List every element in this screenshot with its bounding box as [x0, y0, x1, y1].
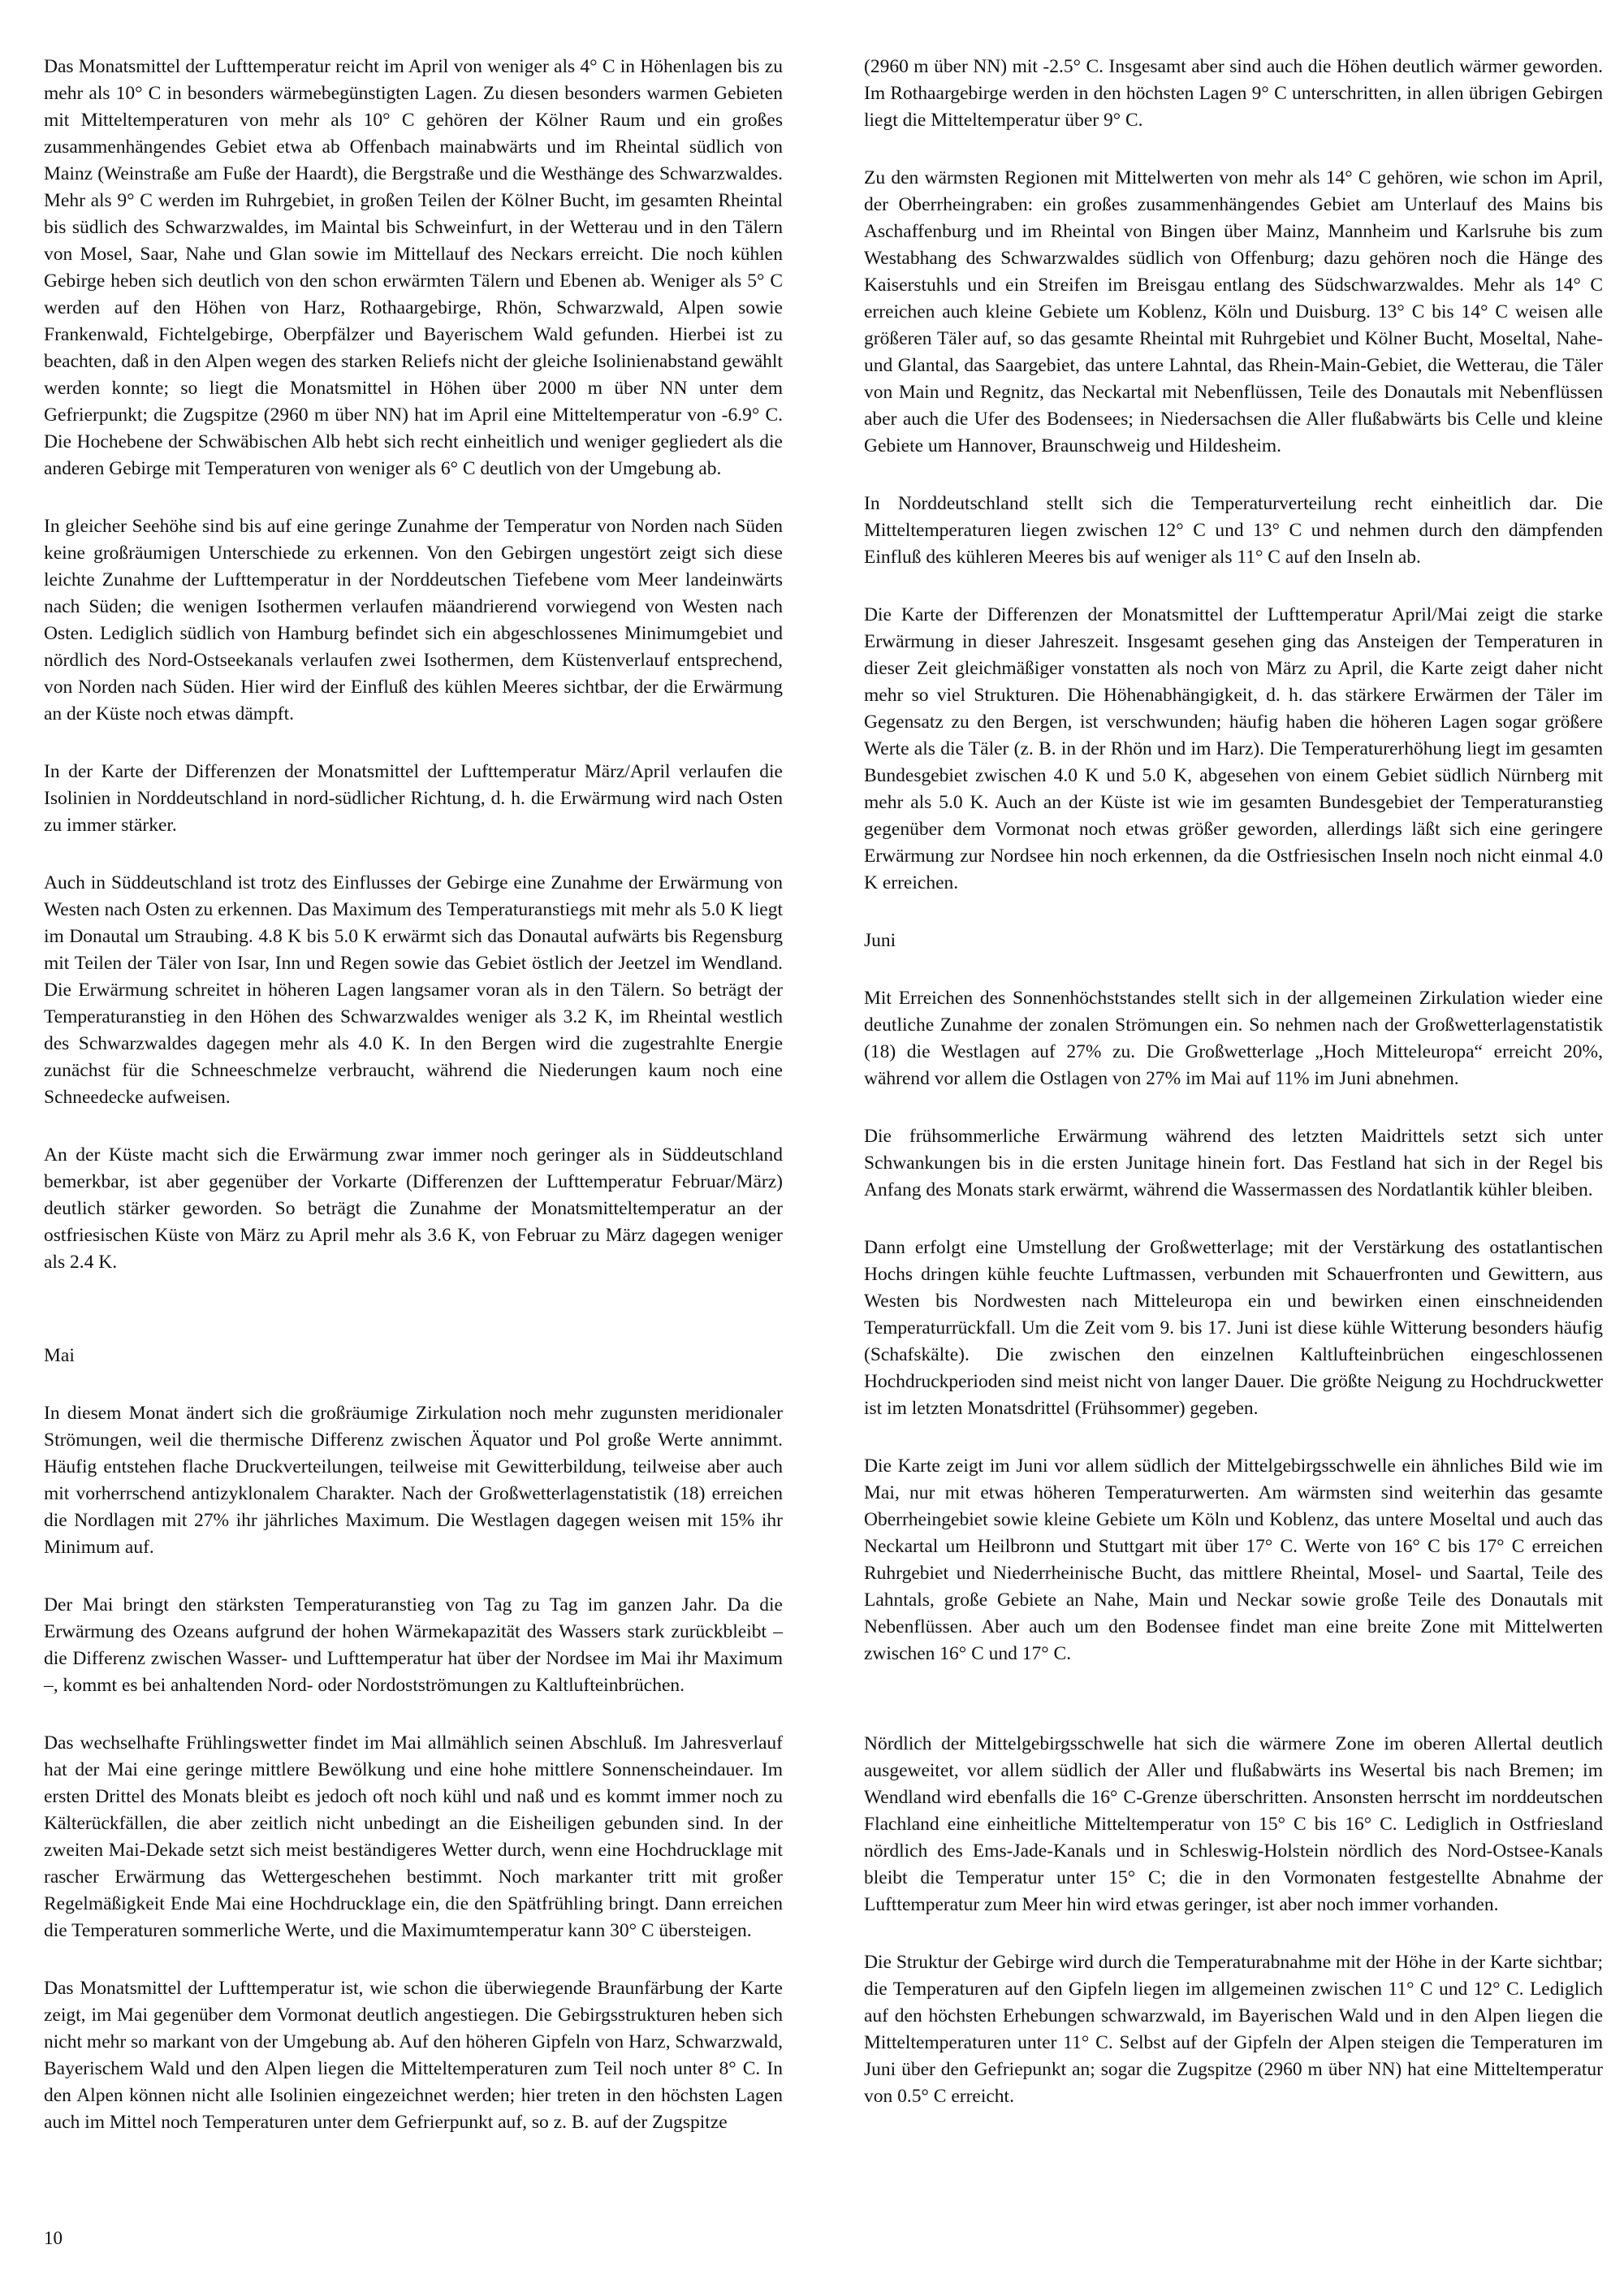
section-heading-juni: Juni	[864, 930, 896, 951]
paragraph: In diesem Monat ändert sich die großräumige Zirkulation noch mehr zugunsten meridionaler Strömungen, weil die thermische Differenz zwischen Äquator und Pol große Werte annimmt. Häufig entstehen flache Druckverteilungen, teilweise mit Gewitterbildung, teilweise aber auch mit vorherrschend antizyklonalem Charakter. Nach der Großwetterlagenstatistik (18) erreichen die Nordlagen mit 27% ihr jährliches Maximum. Die Westlagen dagegen weisen mit 15% ihr Minimum auf.	[44, 1403, 783, 1558]
paragraph: Der Mai bringt den stärksten Temperaturanstieg von Tag zu Tag im ganzen Jahr. Da die Erwärmung des Ozeans aufgrund der hohen Wärmekapazität des Wassers stark zurückbleibt – die Differenz zwischen Wasser- und Lufttemperatur hat über der Nordsee im Mai ihr Maximum –, kommt es bei anhaltenden Nord- oder Nordostströmungen zu Kaltlufteinbrüchen.	[44, 1594, 783, 1696]
paragraph: In gleicher Seehöhe sind bis auf eine geringe Zunahme der Temperatur von Norden nach Süden keine großräumigen Unterschiede zu erkennen. Von den Gebirgen ungestört zeigt sich diese leichte Zunahme der Lufttemperatur in der Norddeutschen Tiefebene vom Meer landeinwärts nach Süden; die wenigen Isothermen verlaufen mäandrierend vorwiegend von Westen nach Osten. Lediglich südlich von Hamburg befindet sich ein abgeschlossenes Minimumgebiet und nördlich des Nord-Ostseekanals verlaufen zwei Isothermen, dem Küstenverlauf entsprechend, von Norden nach Süden. Hier wird der Einfluß des kühlen Meeres sichtbar, der die Erwärmung an der Küste noch etwas dämpft.	[44, 516, 783, 724]
paragraph: Zu den wärmsten Regionen mit Mittelwerten von mehr als 14° C gehören, wie schon im April, der Oberrheingraben: ein großes zusammenhängendes Gebiet am Unterlauf des Mains bis Aschaffenburg und im Rheintal von Bingen über Mainz, Mannheim und Karlsruhe bis zum Westabhang des Schwarzwaldes südlich von Offenburg; dazu gehören noch die Hänge des Kaiserstuhls und ein Streifen im Breisgau entlang des Südschwarzwaldes. Mehr als 14° C erreichen auch kleine Gebiete um Koblenz, Köln und Duisburg. 13° C bis 14° C weisen alle größeren Täler auf, so das gesamte Rheintal mit Ruhrgebiet und Kölner Bucht, Moseltal, Nahe- und Glantal, das Saargebiet, das untere Lahntal, das Rhein-Main-Gebiet, die Wetterau, die Täler von Main und Regnitz, das Neckartal mit Nebenflüssen, Teile des Donautals mit Nebenflüssen aber auch die Ufer des Bodensees; in Niedersachsen die Aller flußabwärts bis Celle und kleine Gebiete um Hannover, Braunschweig und Hildesheim.	[864, 167, 1603, 456]
paragraph: In der Karte der Differenzen der Monatsmittel der Lufttemperatur März/April verlaufen die Isolinien in Norddeutschland in nord-südlicher Richtung, d. h. die Erwärmung wird nach Osten zu immer stärker.	[44, 761, 783, 836]
paragraph: (2960 m über NN) mit -2.5° C. Insgesamt aber sind auch die Höhen deutlich wärmer geworden. Im Rothaargebirge werden in den höchsten Lagen 9° C unterschritten, in allen übrigen Gebirgen liegt die Mitteltemperatur über 9° C.	[864, 56, 1603, 131]
paragraph: Die Karte der Differenzen der Monatsmittel der Lufttemperatur April/Mai zeigt die starke Erwärmung in dieser Jahreszeit. Insgesamt gesehen ging das Ansteigen der Temperaturen in dieser Zeit gleichmäßiger vonstatten als noch von März zu April, die Karte zeigt daher nicht mehr so viel Strukturen. Die Höhenabhängigkeit, d. h. das stärkere Erwärmen der Täler im Gegensatz zu den Bergen, ist verschwunden; häufig haben die höheren Lagen sogar größere Werte als die Täler (z. B. in der Rhön und im Harz). Die Temperaturerhöhung liegt im gesamten Bundesgebiet zwischen 4.0 K und 5.0 K, abgesehen von einem Gebiet südlich Nürnberg mit mehr als 5.0 K. Auch an der Küste ist wie im gesamten Bundesgebiet der Temperaturanstieg gegenüber dem Vormonat noch etwas größer geworden, allerdings läßt sich eine geringere Erwärmung zur Nordsee hin noch erkennen, da die Ostfriesischen Inseln noch nicht einmal 4.0 K erreichen.	[864, 604, 1603, 893]
section-heading-mai: Mai	[44, 1345, 75, 1366]
page-number: 10	[44, 2228, 63, 2248]
right-column	[864, 54, 1603, 2141]
left-column	[44, 54, 783, 2167]
paragraph: Die Struktur der Gebirge wird durch die Temperaturabnahme mit der Höhe in der Karte sichtbar; die Temperaturen auf den Gipfeln liegen im allgemeinen zwischen 11° C und 12° C. Lediglich auf den höchsten Erhebungen schwarzwald, im Bayerischen Wald und in den Alpen liegen die Mitteltemperaturen unter 11° C. Selbst auf der Gipfeln der Alpen steigen die Temperaturen im Juni über den Gefriepunkt an; sogar die Zugspitze (2960 m über NN) hat eine Mitteltemperatur von 0.5° C erreicht.	[864, 1952, 1603, 2107]
paragraph: Auch in Süddeutschland ist trotz des Einflusses der Gebirge eine Zunahme der Erwärmung von Westen nach Osten zu erkennen. Das Maximum des Temperaturanstiegs mit mehr als 5.0 K liegt im Donautal um Straubing. 4.8 K bis 5.0 K erwärmt sich das Donautal aufwärts bis Regensburg mit Teilen der Täler von Isar, Inn und Regen sowie das Gebiet östlich der Jeetzel im Wendland. Die Erwärmung schreitet in höheren Lagen langsamer voran als in den Tälern. So beträgt der Temperaturanstieg in den Höhen des Schwarzwaldes weniger als 3.2 K, im Rheintal westlich des Schwarzwaldes dagegen mehr als 4.0 K. In den Bergen wird die zugestrahlte Energie zunächst für die Schneeschmelze verbraucht, während die Niederungen kaum noch eine Schneedecke aufweisen.	[44, 872, 783, 1108]
paragraph: Die frühsommerliche Erwärmung während des letzten Maidrittels setzt sich unter Schwankungen bis in die ersten Junitage hinein fort. Das Festland hat sich in der Regel bis Anfang des Monats stark erwärmt, während die Wassermassen des Nordatlantik kühler bleiben.	[864, 1126, 1603, 1200]
paragraph: Das Monatsmittel der Lufttemperatur ist, wie schon die überwiegende Braunfärbung der Karte zeigt, im Mai gegenüber dem Vormonat deutlich angestiegen. Die Gebirgsstrukturen heben sich nicht mehr so markant von der Umgebung ab. Auf den höheren Gipfeln von Harz, Schwarzwald, Bayerischem Wald und den Alpen liegen die Mitteltemperaturen zum Teil noch unter 8° C. In den Alpen können nicht alle Isolinien eingezeichnet werden; hier treten in den höchsten Lagen auch im Mittel noch Temperaturen unter dem Gefrierpunkt auf, so z. B. auf der Zugspitze	[44, 1978, 783, 2133]
paragraph: Die Karte zeigt im Juni vor allem südlich der Mittelgebirgsschwelle ein ähnliches Bild wie im Mai, nur mit etwas höheren Temperaturwerten. Am wärmsten sind weiterhin das gesamte Oberrheingebiet sowie kleine Gebiete um Köln und Koblenz, das untere Moseltal und auch das Neckartal um Heilbronn und Stuttgart mit über 17° C. Werte von 16° C bis 17° C erreichen Ruhrgebiet und Niederrheinische Bucht, das mittlere Rheintal, Mosel- und Saartal, Teile des Lahntals, große Gebiete an Nahe, Main und Neckar sowie große Teile des Donautals mit Nebenflüssen. Aber auch um den Bodensee findet man eine breite Zone mit Mittelwerten zwischen 16° C und 17° C.	[864, 1455, 1603, 1664]
paragraph: Nördlich der Mittelgebirgsschwelle hat sich die wärmere Zone im oberen Allertal deutlich ausgeweitet, vor allem südlich der Aller und flußabwärts ins Wesertal bis nach Bremen; im Wendland wird ebenfalls die 16° C-Grenze überschritten. Ansonsten herrscht im norddeutschen Flachland eine einheitliche Mitteltemperatur von 15° C bis 16° C. Lediglich in Ostfriesland nördlich des Ems-Jade-Kanals und in Schleswig-Holstein nördlich des Nord-Ostsee-Kanals bleibt die Temperatur unter 15° C; die in den Vormonaten festgestellte Abnahme der Lufttemperatur zum Meer hin wird etwas geringer, ist aber noch immer vorhanden.	[864, 1733, 1603, 1915]
paragraph: In Norddeutschland stellt sich die Temperaturverteilung recht einheitlich dar. Die Mitteltemperaturen liegen zwischen 12° C und 13° C und nehmen durch den dämpfenden Einfluß des kühleren Meeres bis auf weniger als 11° C auf den Inseln ab.	[864, 493, 1603, 568]
paragraph: Das wechselhafte Frühlingswetter findet im Mai allmählich seinen Abschluß. Im Jahresverlauf hat der Mai eine geringe mittlere Bewölkung und eine hohe mittlere Sonnenscheindauer. Im ersten Drittel des Monats bleibt es jedoch oft noch kühl und naß und es kommt immer noch zu Kälterückfällen, die aber zeitlich nicht unbedingt an die Eisheiligen gebunden sind. In der zweiten Mai-Dekade setzt sich meist beständigeres Wetter durch, wenn eine Hochdrucklage mit rascher Erwärmung das Wettergeschehen bestimmt. Noch markanter tritt mit großer Regelmäßigkeit Ende Mai eine Hochdrucklage ein, die den Spätfrühling bringt. Dann erreichen die Temperaturen sommerliche Werte, und die Maximumtemperatur kann 30° C übersteigen.	[44, 1732, 783, 1941]
paragraph: Dann erfolgt eine Umstellung der Großwetterlage; mit der Verstärkung des ostatlantischen Hochs dringen kühle feuchte Luftmassen, verbunden mit Schauerfronten und Gewittern, aus Westen bis Nordwesten nach Mitteleuropa ein und bewirken einen einschneidenden Temperaturrückfall. Um die Zeit vom 9. bis 17. Juni ist diese kühle Witterung besonders häufig (Schafskälte). Die zwischen den einzelnen Kaltlufteinbrüchen eingeschlossenen Hochdruckperioden sind meist nicht von langer Dauer. Die größte Neigung zu Hochdruckwetter ist im letzten Monatsdrittel (Frühsommer) gegeben.	[864, 1237, 1603, 1419]
paragraph: An der Küste macht sich die Erwärmung zwar immer noch geringer als in Süddeutschland bemerkbar, ist aber gegenüber der Vorkarte (Differenzen der Lufttemperatur Februar/März) deutlich stärker geworden. So beträgt die Zunahme der Monatsmitteltemperatur an der ostfriesischen Küste von März zu April mehr als 3.6 K, von Februar zu März dagegen weniger als 2.4 K.	[44, 1144, 783, 1273]
paragraph: Das Monatsmittel der Lufttemperatur reicht im April von weniger als 4° C in Höhenlagen bis zu mehr als 10° C in besonders wärmebegünstigten Lagen. Zu diesen besonders warmen Gebieten mit Mitteltemperaturen von mehr als 10° C gehören der Kölner Raum und ein großes zusammenhängendes Gebiet etwa ab Offenbach mainabwärts und im Rheintal südlich von Mainz (Weinstraße am Fuße der Haardt), die Bergstraße und die Westhänge des Schwarzwaldes. Mehr als 9° C werden im Ruhrgebiet, in großen Teilen der Kölner Bucht, im gesamten Rheintal bis südlich des Schwarzwaldes, im Maintal bis Schweinfurt, in der Wetterau und in den Tälern von Mosel, Saar, Nahe und Glan sowie im Mittellauf des Neckars erreicht. Die noch kühlen Gebirge heben sich deutlich von den schon erwärmten Tälern und Ebenen ab. Weniger als 5° C werden auf den Höhen von Harz, Rothaargebirge, Rhön, Schwarzwald, Alpen sowie Frankenwald, Fichtelgebirge, Oberpfälzer und Bayerischem Wald gefunden. Hierbei ist zu beachten, daß in den Alpen wegen des starken Reliefs nicht der gleiche Isolinienabstand gewählt werden konnte; so liegt die Monatsmittel in Höhen über 2000 m über NN unter dem Gefrierpunkt; die Zugspitze (2960 m über NN) hat im April eine Mitteltemperatur von -6.9° C. Die Hochebene der Schwäbischen Alb hebt sich recht einheitlich und weniger gegliedert als die anderen Gebirge mit Temperaturen von weniger als 6° C deutlich von der Umgebung ab.	[44, 56, 783, 479]
section-spacer	[44, 1307, 783, 1343]
paragraph: Mit Erreichen des Sonnenhöchststandes stellt sich in der allgemeinen Zirkulation wieder eine deutliche Zunahme der zonalen Strömungen ein. So nehmen nach der Großwetterlagenstatistik (18) die Westlagen auf 27% zu. Die Großwetterlage „Hoch Mitteleuropa“ erreicht 20%, während vor allem die Ostlagen von 27% im Mai auf 11% im Juni abnehmen.	[864, 988, 1603, 1089]
section-spacer	[864, 1698, 1603, 1731]
